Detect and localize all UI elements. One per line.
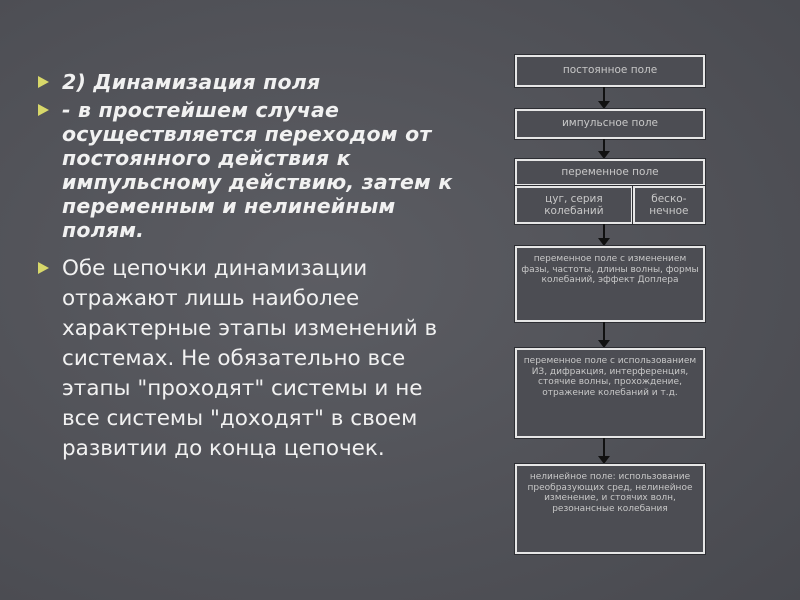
flow-box-label: постоянное поле [562, 64, 658, 77]
flow-box-impulse-field [515, 109, 705, 139]
flow-cell-infinite [633, 186, 705, 224]
flow-box-label: переменное поле с использованием ИЗ, дифракция, интерференция, стоячие волны, прохождение, отражение колебаний и т.д. [523, 356, 697, 398]
flow-box-constant-field [515, 55, 705, 87]
flow-split-row [515, 186, 705, 224]
bullet-heading [36, 70, 466, 94]
bullet-note-text: Обе цепочки динамизации отражают лишь наиболее характерные этапы изменений в системах. Не обязательно все этапы "проходят" системы и не все системы "доходят" в своем развитии до конца цепочек. [62, 256, 438, 461]
bullet-description-text: - в простейшем случае осуществляется переходом от постоянного действия к импульсному действию, затем к переменным и нелинейным полям. [62, 98, 453, 242]
flow-arrow-icon [603, 224, 605, 244]
bullet-arrow-icon [38, 262, 49, 274]
flow-box-alternating-field [515, 159, 705, 186]
flow-box-modulated-field [515, 246, 705, 322]
flow-cell-label: цуг, серия колебаний [544, 193, 604, 217]
flow-box-label: переменное поле [561, 165, 659, 178]
bullet-arrow-icon [38, 76, 49, 88]
text-column [36, 70, 466, 464]
flow-arrow-icon [603, 87, 605, 107]
flow-arrow-icon [603, 438, 605, 462]
bullet-heading-text: 2) Динамизация поля [62, 70, 321, 94]
flow-arrow-icon [603, 322, 605, 346]
bullet-description [36, 98, 466, 242]
flow-cell-label: беско-нечное [649, 193, 689, 217]
flow-box-interference-field [515, 348, 705, 438]
flow-box-nonlinear-field [515, 464, 705, 554]
flow-cell-wave-train [515, 186, 633, 224]
dynamization-flowchart [508, 52, 710, 562]
bullet-note [36, 254, 466, 464]
bullet-arrow-icon [38, 104, 49, 116]
flow-box-label: нелинейное поле: использование преобразующих сред, нелинейное изменение, и стоячих волн, резонансные колебания [527, 472, 693, 514]
flow-box-label: импульсное поле [561, 117, 659, 130]
flow-box-label: переменное поле с изменением фазы, частоты, длины волны, формы колебаний, эффект Доплера [521, 254, 699, 285]
flow-arrow-icon [603, 139, 605, 157]
